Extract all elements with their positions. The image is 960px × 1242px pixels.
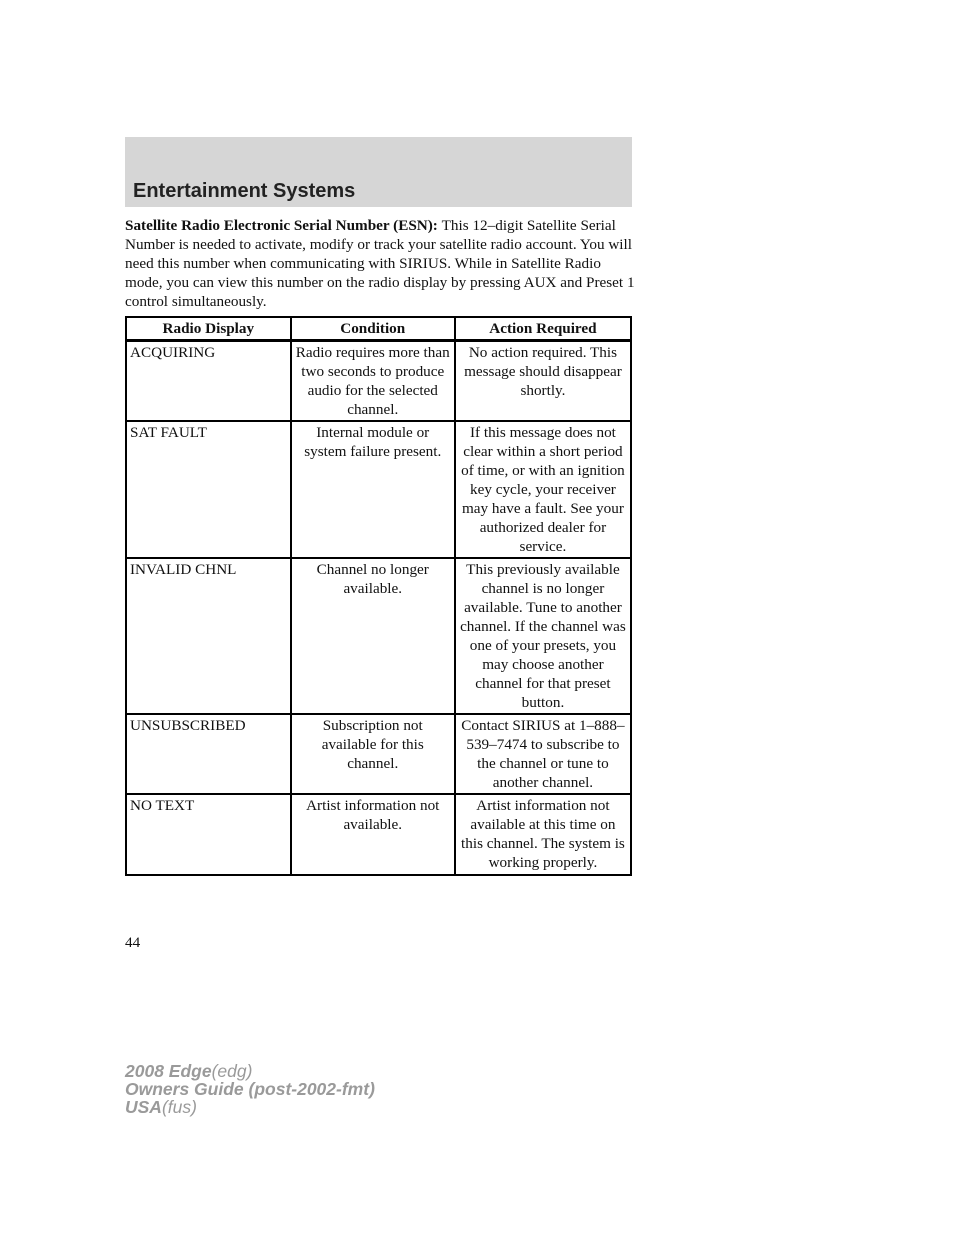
- condition-cell: Channel no longer available.: [291, 558, 455, 714]
- radio-display-cell: UNSUBSCRIBED: [126, 714, 291, 794]
- table-row: [126, 341, 631, 422]
- footer-model: 2008 Edge: [125, 1061, 212, 1081]
- action-cell: If this message does not clear within a short period of time, or with an ignition key cycle, your receiver may have a fault. See your authorized dealer for service.: [455, 421, 631, 558]
- condition-cell: Subscription not available for this channel.: [291, 714, 455, 794]
- footer-market: USA: [125, 1097, 162, 1117]
- action-cell: Contact SIRIUS at 1–888–539–7474 to subscribe to the channel or tune to another channel.: [455, 714, 631, 794]
- radio-display-cell: INVALID CHNL: [126, 558, 291, 714]
- column-header-radio-display: Radio Display: [126, 317, 291, 341]
- action-cell: Artist information not available at this time on this channel. The system is working properly.: [455, 794, 631, 875]
- esn-paragraph: [125, 216, 637, 311]
- section-header-band: [125, 137, 632, 207]
- document-footer: [125, 1062, 375, 1116]
- radio-display-cell: SAT FAULT: [126, 421, 291, 558]
- radio-display-cell: ACQUIRING: [126, 341, 291, 422]
- footer-market-code: (fus): [161, 1097, 197, 1117]
- table-row: [126, 794, 631, 875]
- footer-line-market: [125, 1098, 375, 1116]
- column-header-action-required: Action Required: [455, 317, 631, 341]
- condition-cell: Artist information not available.: [291, 794, 455, 875]
- table-row: [126, 421, 631, 558]
- footer-line-guide: [125, 1080, 375, 1098]
- footer-model-code: (edg): [211, 1061, 253, 1081]
- section-title: Entertainment Systems: [133, 180, 356, 202]
- condition-cell: Radio requires more than two seconds to produce audio for the selected channel.: [291, 341, 455, 422]
- table-row: [126, 714, 631, 794]
- esn-text: This 12–digit Satellite Serial Number is needed to activate, modify or track your satellite radio account. You will need this number when communicating with SIRIUS. While in Satellite Radio mode, you can view this number on the radio display by pressing AUX and Preset 1 control simultaneously.: [125, 217, 635, 310]
- footer-guide: Owners Guide (post-2002-fmt): [125, 1079, 375, 1099]
- action-cell: No action required. This message should disappear shortly.: [455, 341, 631, 422]
- table-row: [126, 558, 631, 714]
- radio-messages-table: [125, 316, 632, 876]
- footer-line-model: [125, 1062, 375, 1080]
- page-number: 44: [125, 934, 141, 951]
- column-header-condition: Condition: [291, 317, 455, 341]
- esn-lead: Satellite Radio Electronic Serial Number (ESN):: [125, 217, 442, 234]
- condition-cell: Internal module or system failure present.: [291, 421, 455, 558]
- radio-display-cell: NO TEXT: [126, 794, 291, 875]
- table-header-row: [126, 317, 631, 341]
- action-cell: This previously available channel is no longer available. Tune to another channel. If the channel was one of your presets, you may choose another channel for that preset button.: [455, 558, 631, 714]
